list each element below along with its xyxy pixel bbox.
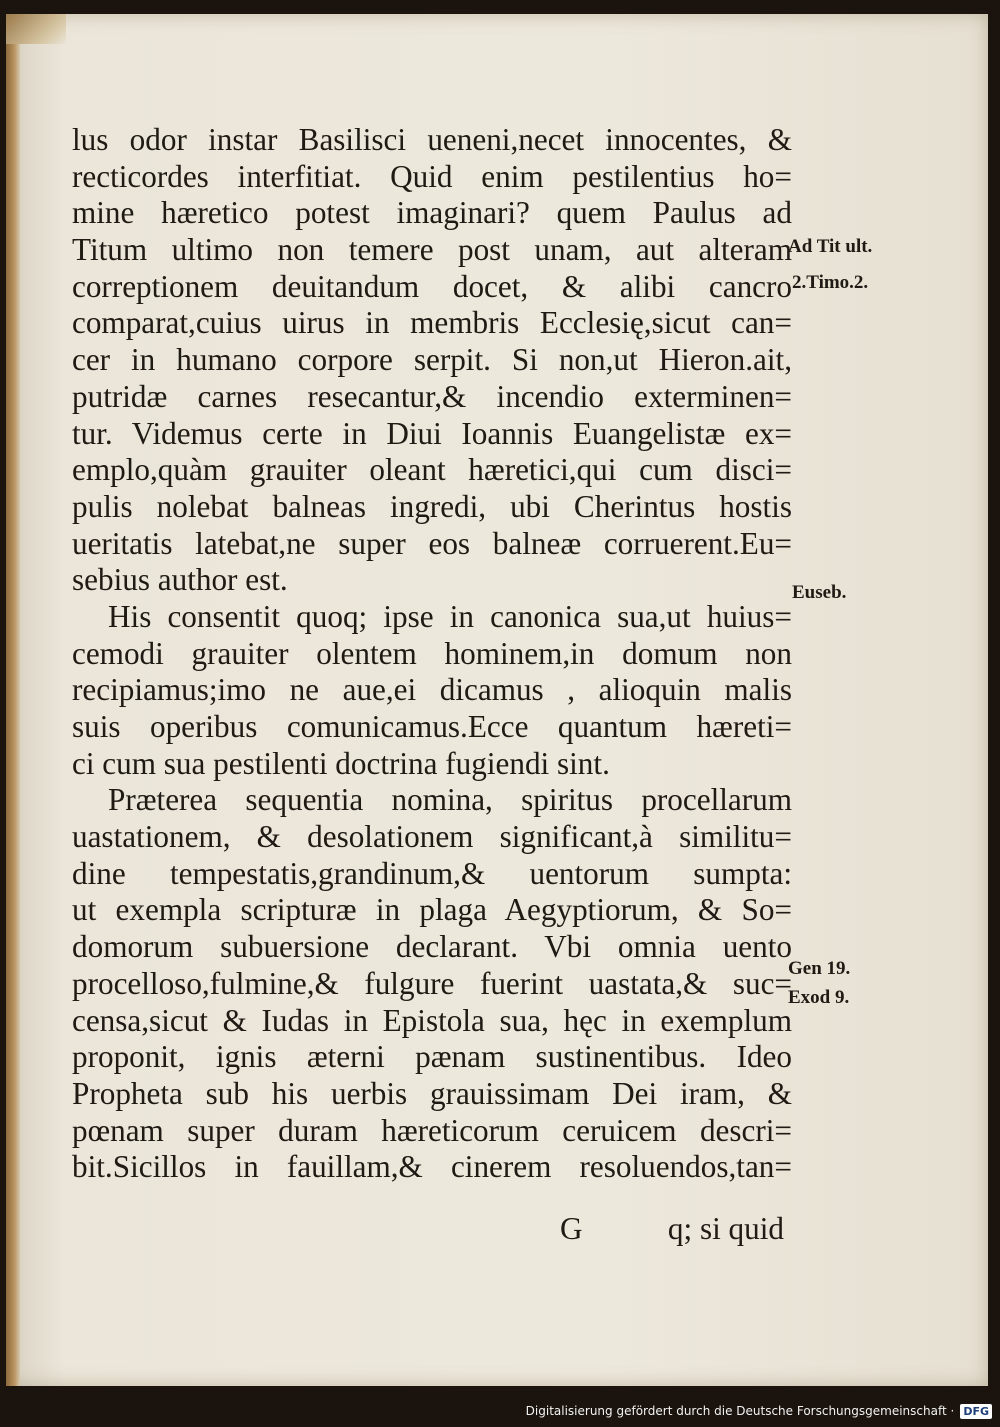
signature-line: [72, 1211, 792, 1251]
main-text-block: [72, 122, 792, 1186]
margin-note: Ad Tit ult.: [788, 236, 873, 257]
margin-note: Euseb.: [792, 582, 847, 603]
text-line: cer in humano corpore serpit. Si non,ut Hieron.ait,: [72, 342, 792, 378]
text-line: emplo,quàm grauiter oleant hæretici,qui cum disci=: [72, 452, 792, 488]
book-page: [6, 14, 988, 1386]
text-line: bit.Sicillos in fauillam,& cinerem resoluendos,tan=: [72, 1149, 792, 1185]
text-line: dine tempestatis,grandinum,& uentorum sumpta:: [72, 855, 792, 891]
text-line: Præterea sequentia nomina, spiritus procellarum: [108, 782, 792, 818]
margin-note: 2.Timo.2.: [792, 272, 869, 293]
text-line: recipiamus;imo ne aue,ei dicamus , alioquin malis: [72, 672, 792, 708]
text-line: cemodi grauiter olentem hominem,in domum non: [72, 635, 792, 671]
footer-credit: Digitalisierung gefördert durch die Deutsche Forschungsgemeinschaft ·: [525, 1404, 955, 1418]
text-line: suis operibus comunicamus.Ecce quantum hæreti=: [72, 709, 792, 744]
text-line: pulis nolebat balneas ingredi, ubi Cherintus hostis: [72, 488, 792, 524]
text-line: censa,sicut & Iudas in Epistola sua, hęc in exemplum: [72, 1002, 792, 1038]
text-line: proponit, ignis æterni pænam sustinentibus. Ideo: [72, 1039, 792, 1075]
text-line: sebius author est.: [72, 562, 288, 598]
catchword: q; si quid: [667, 1211, 784, 1246]
text-line: ueritatis latebat,ne super eos balneæ corruerent.Eu=: [72, 525, 792, 561]
text-line: ut exempla scripturæ in plaga Aegyptiorum, & So=: [72, 892, 792, 928]
text-line: ci cum sua pestilenti doctrina fugiendi sint.: [72, 745, 610, 781]
digitization-footer: [526, 1401, 992, 1421]
text-line: correptionem deuitandum docet, & alibi cancro: [72, 268, 792, 304]
text-line: domorum subuersione declarant. Vbi omnia uento: [72, 929, 792, 965]
text-line: mine hæretico potest imaginari? quem Paulus ad: [72, 195, 792, 231]
margin-note: Gen 19.: [788, 958, 851, 979]
dfg-logo: DFG: [960, 1404, 992, 1419]
text-line: comparat,cuius uirus in membris Ecclesię,sicut can=: [72, 305, 792, 341]
text-line: procelloso,fulmine,& fulgure fuerint uastata,& suc=: [72, 965, 792, 1001]
page-spine-shadow: [6, 14, 20, 1386]
text-line: uastationem, & desolationem significant,à similitu=: [72, 819, 792, 855]
page-corner: [6, 14, 66, 44]
text-line: tur. Videmus certe in Diui Ioannis Euangelistæ ex=: [72, 415, 792, 451]
text-line: putridæ carnes resecantur,& incendio exterminen=: [72, 378, 792, 414]
text-line: His consentit quoq; ipse in canonica sua,ut huius=: [108, 598, 792, 634]
text-line: lus odor instar Basilisci ueneni,necet innocentes, &: [72, 122, 792, 157]
text-line: Titum ultimo non temere post unam, aut alteram: [72, 232, 792, 268]
margin-note: Exod 9.: [788, 987, 850, 1008]
text-line: recticordes interfitiat. Quid enim pestilentius ho=: [72, 158, 792, 194]
signature-mark: G: [560, 1211, 583, 1246]
text-line: Propheta sub his uerbis grauissimam Dei iram, &: [72, 1075, 792, 1111]
text-line: pœnam super duram hæreticorum ceruicem descri=: [72, 1112, 792, 1148]
